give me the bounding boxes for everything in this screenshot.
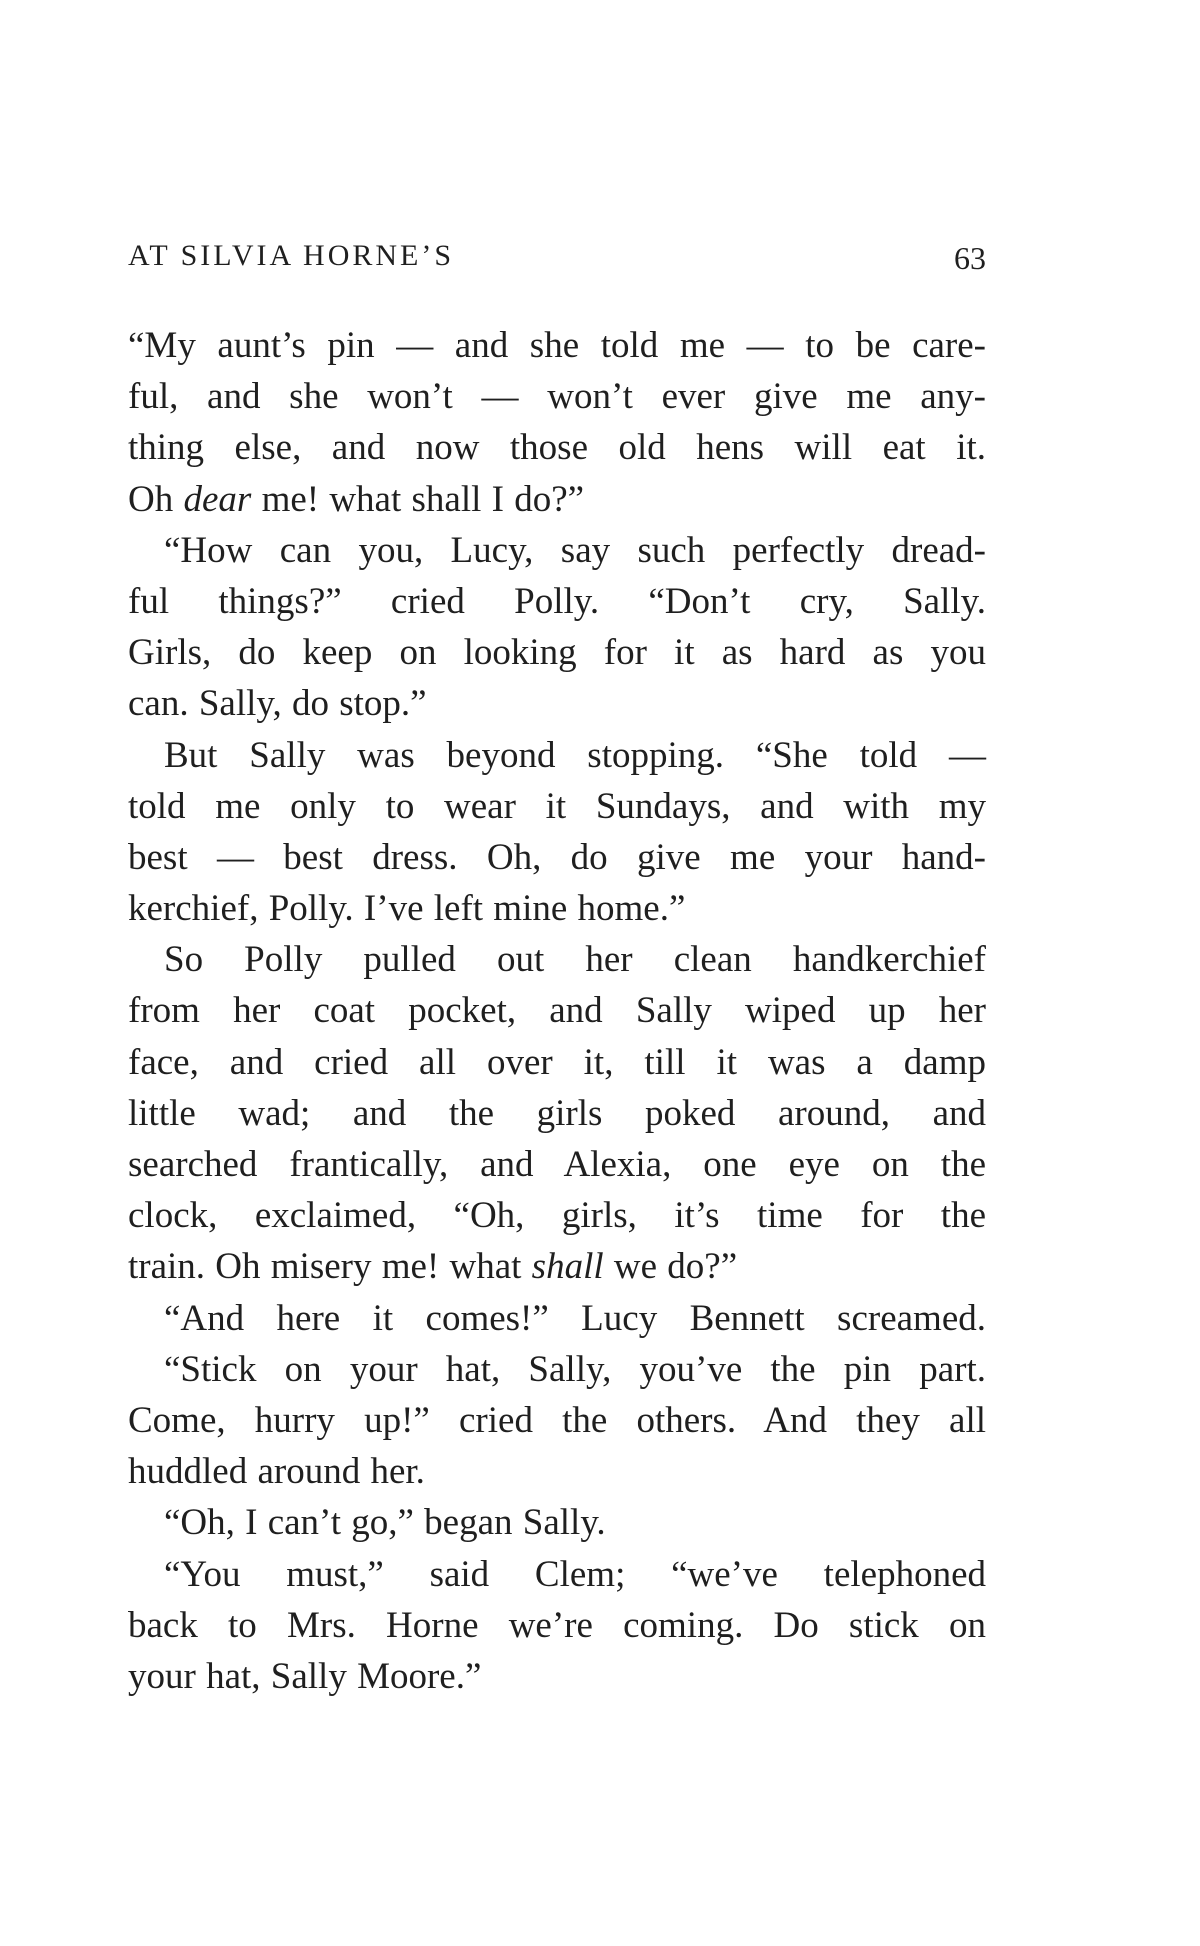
body-text: [128, 320, 986, 1702]
text-segment: Oh: [128, 478, 184, 520]
text-line: [128, 576, 986, 627]
text-line: [128, 1293, 986, 1344]
text-line: [128, 320, 986, 371]
text-segment: thing else, and now those old hens will eat it.: [128, 427, 986, 469]
text-segment: “How can you, Lucy, say such perfectly dread-: [164, 529, 986, 571]
text-segment: “And here it comes!” Lucy Bennett screamed.: [164, 1297, 986, 1339]
text-segment: kerchief, Polly. I’ve left mine home.”: [128, 888, 686, 930]
text-line: [128, 525, 986, 576]
text-line: [128, 1190, 986, 1241]
text-segment: clock, exclaimed, “Oh, girls, it’s time for the: [128, 1195, 986, 1237]
text-segment: “You must,” said Clem; “we’ve telephoned: [164, 1553, 986, 1595]
text-line: [128, 1395, 986, 1446]
text-segment: “My aunt’s pin — and she told me — to be care-: [128, 325, 986, 366]
text-line: [128, 934, 986, 985]
running-head: AT SILVIA HORNE’S: [128, 239, 455, 272]
text-line: [128, 1241, 986, 1292]
text-line: [128, 985, 986, 1036]
text-segment: But Sally was beyond stopping. “She told —: [164, 734, 986, 776]
text-line: [128, 832, 986, 883]
text-segment: So Polly pulled out her clean handkerchief: [164, 939, 986, 981]
italic-text: dear: [183, 478, 252, 520]
text-line: [128, 1344, 986, 1395]
text-line: [128, 1139, 986, 1190]
text-segment: Come, hurry up!” cried the others. And they all: [128, 1399, 986, 1441]
text-segment: huddled around her.: [128, 1451, 425, 1493]
text-segment: told me only to wear it Sundays, and with my: [128, 785, 986, 827]
text-segment: little wad; and the girls poked around, and: [128, 1092, 986, 1134]
page-header: [128, 232, 986, 280]
italic-text: shall: [531, 1246, 604, 1288]
text-segment: from her coat pocket, and Sally wiped up her: [128, 990, 986, 1032]
text-line: [128, 1651, 986, 1702]
text-line: [128, 1600, 986, 1651]
page-number: 63: [954, 240, 986, 276]
text-segment: ful things?” cried Polly. “Don’t cry, Sally.: [128, 580, 986, 622]
text-segment: me! what shall I do?”: [251, 478, 585, 520]
text-segment: “Oh, I can’t go,” began Sally.: [164, 1502, 606, 1544]
text-line: [128, 1446, 986, 1497]
text-line: [128, 1549, 986, 1600]
text-segment: back to Mrs. Horne we’re coming. Do stick on: [128, 1604, 986, 1646]
text-segment: face, and cried all over it, till it was a damp: [128, 1041, 986, 1083]
text-line: [128, 474, 986, 525]
text-segment: best — best dress. Oh, do give me your hand-: [128, 836, 986, 878]
text-segment: train. Oh misery me! what: [128, 1246, 532, 1288]
text-line: [128, 883, 986, 934]
text-line: [128, 730, 986, 781]
text-segment: can. Sally, do stop.”: [128, 683, 427, 725]
text-segment: “Stick on your hat, Sally, you’ve the pin part.: [164, 1348, 986, 1390]
text-line: [128, 1037, 986, 1088]
text-segment: searched frantically, and Alexia, one eye on the: [128, 1144, 986, 1185]
text-line: [128, 1088, 986, 1139]
text-segment: Girls, do keep on looking for it as hard as you: [128, 632, 986, 674]
text-line: [128, 371, 986, 422]
text-line: [128, 781, 986, 832]
text-segment: ful, and she won’t — won’t ever give me any-: [128, 376, 986, 418]
text-line: [128, 678, 986, 729]
text-line: [128, 422, 986, 473]
text-line: [128, 1497, 986, 1548]
text-segment: we do?”: [603, 1246, 738, 1288]
text-segment: your hat, Sally Moore.”: [128, 1655, 482, 1697]
text-line: [128, 627, 986, 678]
